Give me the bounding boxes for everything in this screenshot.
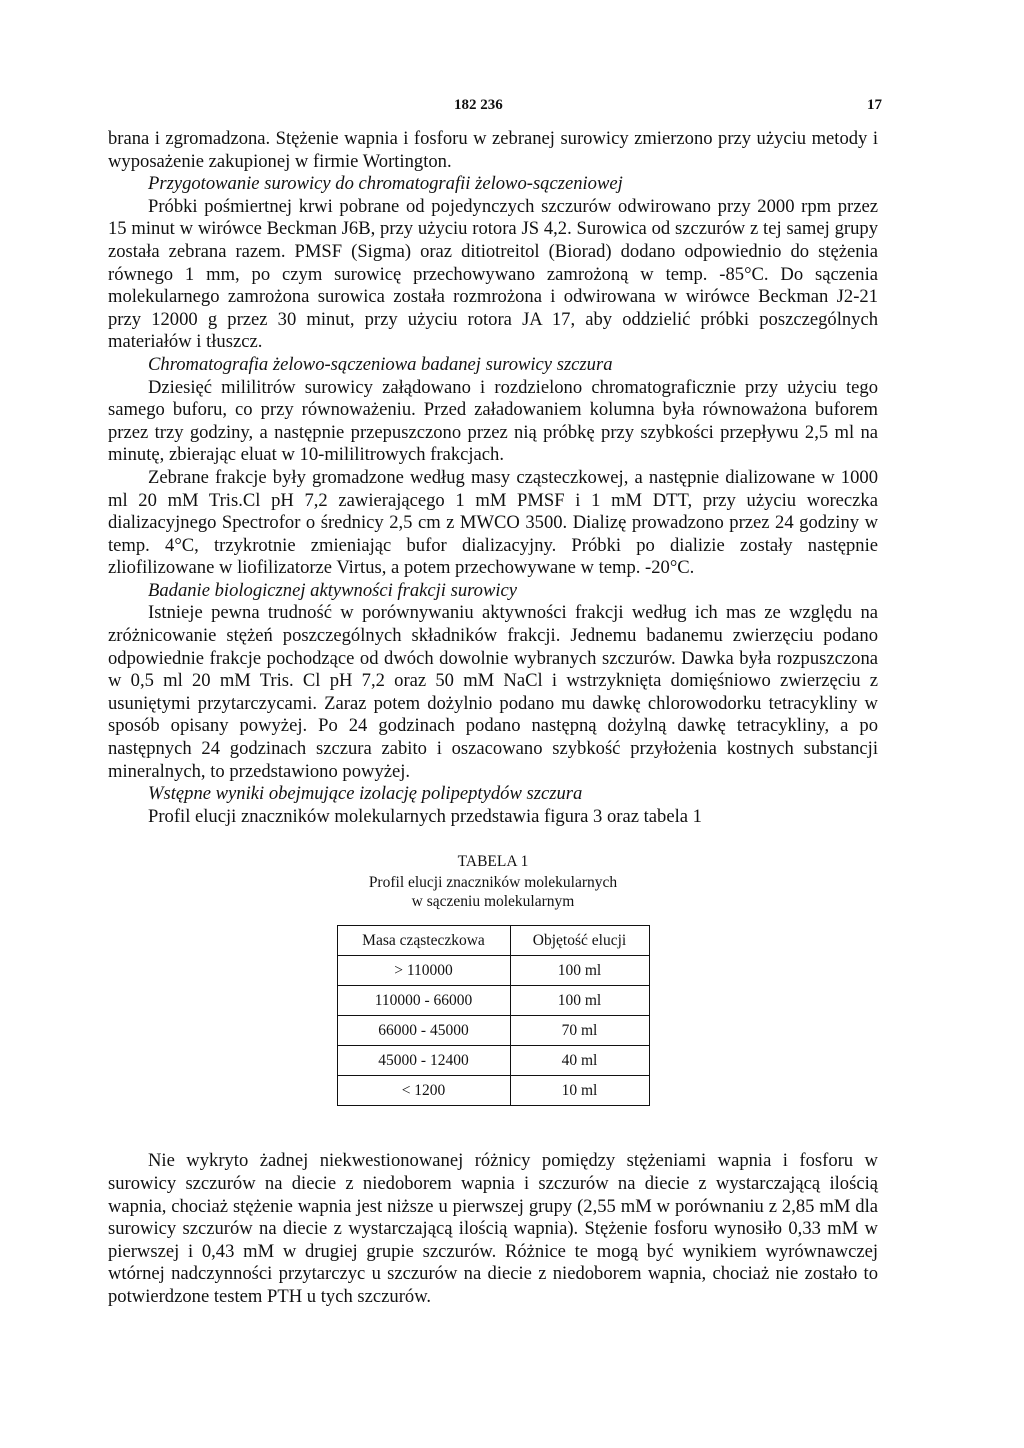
section-heading: Wstępne wyniki obejmujące izolację polipeptydów szczura — [148, 783, 583, 805]
column-header: Objętość elucji — [510, 926, 649, 956]
table-cell: 70 ml — [510, 1016, 649, 1046]
table-cell: > 110000 — [337, 956, 510, 986]
table-cell: < 1200 — [337, 1076, 510, 1106]
table-cell: 100 ml — [510, 986, 649, 1016]
section-heading: Chromatografia żelowo-sączeniowa badanej surowicy szczura — [148, 353, 613, 375]
table-caption: w sączeniu molekularnym — [411, 893, 575, 911]
section-heading: Przygotowanie surowicy do chromatografii żelowo-sączeniowej — [148, 173, 623, 195]
paragraph: Istnieje pewna trudność w porównywaniu aktywności frakcji według ich mas ze względu na zróżnicowanie stężeń poszczególnych składników frakcji. Jednemu badanemu zwierzęciu podano odpowiednie frakcje pochodzące od dwóch dowolnie wybranych szczurów. Dawka była rozpuszczona w 0,5 ml 20 mM Tris. Cl pH 7,2 oraz 50 mM NaCl i wstrzyknięta domięśniowo zwierzęciu z usuniętymi przytarczycami. Zaraz potem dożylnio podano mu dawkę chlorowodorku tetracykliny w sposób opisany powyżej. Po 24 godzinach podano następną dożylną dawkę tetracykliny, a po następnych 24 godzinach szczura zabito i oszacowano szybkość przyłożenia kostnych substancji mineralnych, to przedstawiono powyżej. — [108, 602, 878, 782]
document-page — [108, 88, 882, 1309]
table-row — [337, 1046, 649, 1076]
table-cell: 45000 - 12400 — [337, 1046, 510, 1076]
paragraph: Zebrane frakcje były gromadzone według masy cząsteczkowej, a następnie dializowane w 1000 ml 20 mM Tris.Cl pH 7,2 zawierającego 1 mM PMSF i 1 mM DTT, przy użyciu woreczka dializacyjnego Spectrofor o średnicy 2,5 cm z MWCO 3500. Dializę prowadzono przez 24 godziny w temp. 4°C, trzykrotnie zmieniając bufor dializacyjny. Próbki po dializie zostały następnie zliofilizowane w liofilizatorze Virtus, a potem przechowywane w temp. -20°C. — [108, 466, 878, 579]
document-number: 182 236 — [454, 97, 503, 113]
paragraph: Dziesięć mililitrów surowicy załądowano i rozdzielono chromatograficznie przy użyciu tego samego buforu, co przy równoważeniu. Przed załadowaniem kolumna była równoważona buforem przez trzy godziny, a następnie przepuszczono przez nią próbkę przy szybkości przepływu 2,5 ml na minutę, zbierając eluat w 10-mililitrowych frakcjach. — [108, 376, 878, 466]
table-cell: 66000 - 45000 — [337, 1016, 510, 1046]
table-cell: 40 ml — [510, 1046, 649, 1076]
table-cell: 10 ml — [510, 1076, 649, 1106]
page-header — [108, 88, 882, 114]
elution-table — [337, 925, 650, 1106]
table-row — [337, 1016, 649, 1046]
table-header-row — [337, 926, 649, 956]
table-label: TABELA 1 — [457, 853, 529, 871]
page-number: 17 — [867, 97, 882, 113]
table-cell: 100 ml — [510, 956, 649, 986]
table-row — [337, 1076, 649, 1106]
table-row — [337, 956, 649, 986]
column-header: Masa cząsteczkowa — [337, 926, 510, 956]
paragraph: Nie wykryto żadnej niekwestionowanej różnicy pomiędzy stężeniami wapnia i fosforu w surowicy szczurów na diecie z niedoborem wapnia i szczurów na diecie z wystarczającą ilością wapnia, chociaż stężenie wapnia jest niższe u pierwszej grupy (2,55 mM w porównaniu z 2,85 mM dla surowicy szczurów na diecie z wystarczającą ilością wapnia). Stężenie fosforu wynosiło 0,33 mM w pierwszej i 0,43 mM w drugiej grupie szczurów. Różnice te mogą być wynikiem wyrównawczej wtórnej nadczynności przytarczyc u szczurów na diecie z niedoborem wapnia, chociaż nie zostało to potwierdzone testem PTH u tych szczurów. — [108, 1150, 878, 1307]
table-cell: 110000 - 66000 — [337, 986, 510, 1016]
section-heading: Badanie biologicznej aktywności frakcji surowicy — [148, 579, 518, 601]
table-caption: Profil elucji znaczników molekularnych — [368, 874, 618, 892]
paragraph: Profil elucji znaczników molekularnych przedstawia figura 3 oraz tabela 1 — [148, 805, 702, 827]
table-block — [108, 852, 878, 1106]
paragraph: brana i zgromadzona. Stężenie wapnia i fosforu w zebranej surowicy zmierzono przy użyciu metody i wyposażenie zakupionej w firmie Wortington. — [108, 128, 878, 172]
table-row — [337, 986, 649, 1016]
paragraph: Próbki pośmiertnej krwi pobrane od pojedynczych szczurów odwirowano przy 2000 rpm przez 15 minut w wirówce Beckman J6B, przy użyciu rotora JS 4,2. Surowica od szczurów z tej samej grupy została zebrana razem. PMSF (Sigma) oraz ditiotreitol (Biorad) dodano odpowiednio do stężenia równego 1 mm, po czym surowicę przechowywano zamrożoną w temp. -85°C. Do sączenia molekularnego zamrożona surowica została rozmrożona i odwirowana w wirówce Beckman J2-21 przy 12000 g przez 30 minut, przy użyciu rotora JA 17, aby oddzielić próbki poszczególnych materiałów i tłuszcz. — [108, 195, 878, 353]
